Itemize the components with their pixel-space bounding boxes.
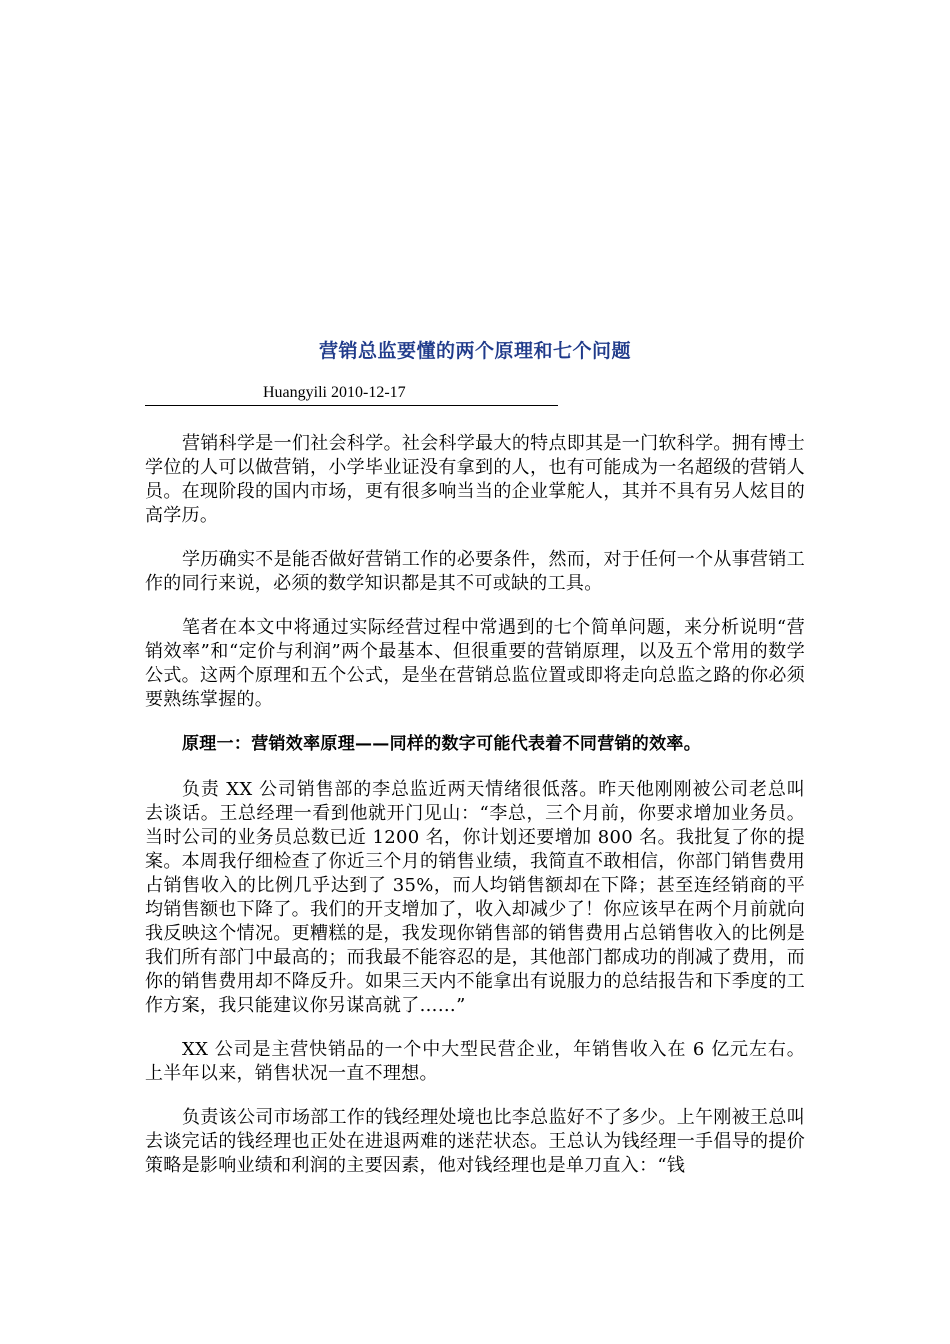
document-title: 营销总监要懂的两个原理和七个问题	[318, 340, 631, 362]
section-heading-principle-one: 原理一：营销效率原理——同样的数字可能代表着不同营销的效率。	[182, 734, 701, 754]
paragraph-case-li: 负责 XX 公司销售部的李总监近两天情绪很低落。昨天他刚刚被公司老总叫去谈话。王总经理一看到他就开门见山：“李总，三个月前，你要求增加业务员。当时公司的业务员总数已近 1200 名，你计划还要增加 800 名。我批复了你的提案。本周我仔细检查了你近三个月的销售业绩，我简直不敢相信，你部门销售费用占销售收入的比例几乎达到了 35%，而人均销售额却在下降；甚至连经销商的平均销售额也下降了。我们的开支增加了，收入却减少了！你应该早在两个月前就向我反映这个情况。更糟糕的是，我发现你销售部的销售费用占总销售收入的比例是我们所有部门中最高的；而我最不能容忍的是，其他部门都成功的削减了费用，而你的销售费用却不降反升。如果三天内不能拿出有说服力的总结报告和下季度的工作方案，我只能建议你另谋高就了……”	[145, 779, 805, 1016]
document-body	[145, 432, 805, 1198]
paragraph-case-qian: 负责该公司市场部工作的钱经理处境也比李总监好不了多少。上午刚被王总叫去谈完话的钱经理也正处在进退两难的迷茫状态。王总认为钱经理一手倡导的提价策略是影响业绩和利润的主要因素，他对钱经理也是单刀直入：“钱	[145, 1107, 805, 1176]
paragraph-education: 学历确实不是能否做好营销工作的必要条件，然而，对于任何一个从事营销工作的同行来说，必须的数学知识都是其不可或缺的工具。	[145, 549, 805, 594]
paragraph-intro: 营销科学是一们社会科学。社会科学最大的特点即其是一门软科学。拥有博士学位的人可以做营销，小学毕业证没有拿到的人，也有可能成为一名超级的营销人员。在现阶段的国内市场，更有很多响当当的企业掌舵人，其并不具有另人炫目的高学历。	[145, 433, 805, 526]
paragraph-company: XX 公司是主营快销品的一个中大型民营企业，年销售收入在 6 亿元左右。上半年以来，销售状况一直不理想。	[145, 1039, 805, 1084]
byline	[145, 383, 558, 406]
paragraph-overview: 笔者在本文中将通过实际经营过程中常遇到的七个简单问题，来分析说明“营销效率”和“定价与利润”两个最基本、但很重要的营销原理，以及五个常用的数学公式。这两个原理和五个公式，是坐在营销总监位置或即将走向总监之路的你必须要熟练掌握的。	[145, 617, 805, 710]
byline-text: Huangyili 2010-12-17	[263, 384, 406, 401]
